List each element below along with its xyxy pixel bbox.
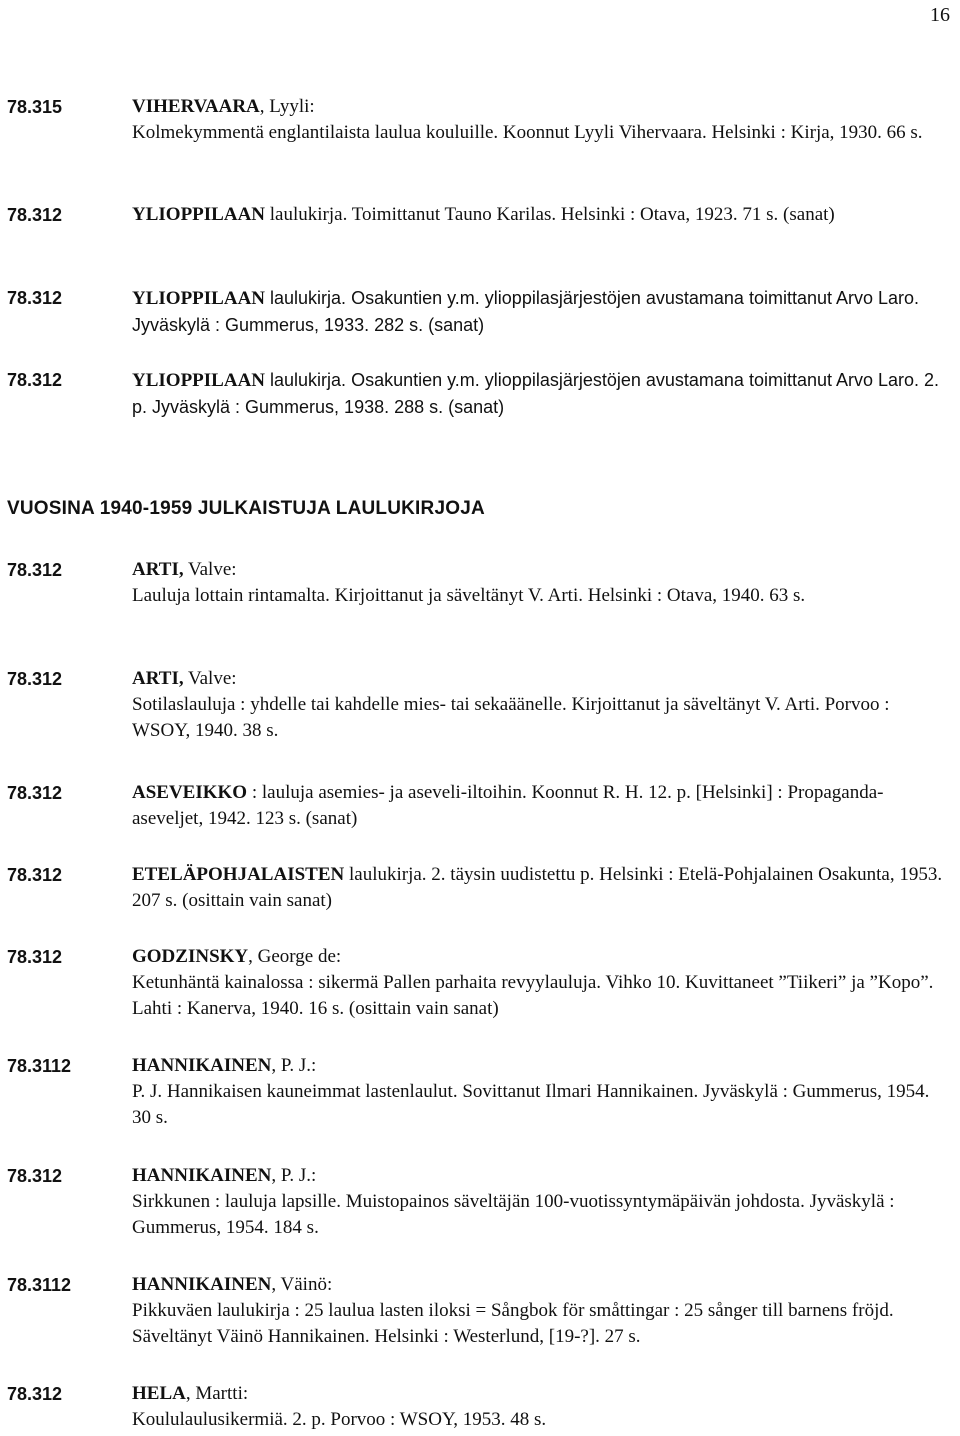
entry-heading-rest: Valve: [183,559,237,580]
entry-description: Kolmekymmentä englantilaista laulua kouluille. Koonnut Lyyli Vihervaara. Helsinki : Kirja, 1930. 66 s. [132,122,923,143]
entry-heading: YLIOPPILAAN [132,288,266,309]
classification-code: 78.312 [7,669,63,689]
entry-heading-rest: : lauluja asemies- ja aseveli-iltoihin. [247,782,527,803]
classification-code: 78.312 [7,1384,63,1404]
entry-heading: ETELÄPOHJALAISTEN [132,864,345,885]
entry-heading-rest: laulukirja. [265,204,348,225]
entry-heading: VIHERVAARA [132,96,260,117]
classification-code: 78.3112 [7,1275,72,1295]
entry-description: Koonnut R. H. 12. p. [Helsinki] : Propaganda-aseveljet, 1942. 123 s. (sanat) [132,782,884,829]
entry-description: Osakuntien y.m. ylioppilasjärjestöjen avustamana toimittanut Arvo Laro. Jyväskylä : Gummerus, 1933. 282 s. (sanat) [132,288,920,335]
classification-code: 78.312 [7,1166,63,1186]
entry-heading-rest: , George de: [248,946,342,967]
catalog-entry [0,557,960,609]
entry-description: Koululaulusikermiä. 2. p. Porvoo : WSOY, 1953. 48 s. [132,1409,547,1430]
entry-heading-rest: , Lyyli: [259,96,315,117]
classification-code: 78.312 [7,783,63,803]
entry-heading-rest: , P. J.: [271,1055,317,1076]
classification-code: 78.312 [7,288,63,308]
catalog-entry [0,1272,960,1350]
entry-description: Ketunhäntä kainalossa : sikermä Pallen parhaita revyylauluja. Vihko 10. Kuvittaneet ”Tiikeri” ja ”Kopo”. Lahti : Kanerva, 1940. 16 s. (osittain vain sanat) [132,972,934,1019]
catalog-entry [0,862,960,914]
entry-heading: YLIOPPILAAN [132,204,266,225]
entry-description: Toimittanut Tauno Karilas. Helsinki : Otava, 1923. 71 s. (sanat) [351,204,835,225]
entry-description: Osakuntien y.m. ylioppilasjärjestöjen avustamana toimittanut Arvo Laro. 2. p. Jyväskylä : Gummerus, 1938. 288 s. (sanat) [132,370,940,417]
catalog-entry [0,666,960,744]
entry-heading: HANNIKAINEN [132,1055,272,1076]
catalog-entry [0,780,960,832]
catalog-entry [0,367,960,420]
classification-code: 78.312 [7,205,63,225]
entry-description: Lauluja lottain rintamalta. Kirjoittanut ja säveltänyt V. Arti. Helsinki : Otava, 1940. 63 s. [132,585,806,606]
entry-description: Sirkkunen : lauluja lapsille. Muistopainos säveltäjän 100-vuotissyntymäpäivän johdosta. Jyväskylä : Gummerus, 1954. 184 s. [132,1191,895,1238]
entry-heading-rest: Valve: [183,668,237,689]
entry-heading: ARTI, [132,668,184,689]
classification-code: 78.312 [7,370,63,390]
catalog-entry [0,1163,960,1241]
entry-heading: ASEVEIKKO [132,782,248,803]
classification-code: 78.312 [7,947,63,967]
entry-heading-rest: , Väinö: [271,1274,333,1295]
entry-heading-rest: laulukirja. [265,288,347,308]
catalog-entry [0,1381,960,1433]
entry-heading-rest: , Martti: [185,1383,249,1404]
entry-description: P. J. Hannikaisen kauneimmat lastenlaulut. Sovittanut Ilmari Hannikainen. Jyväskylä : Gummerus, 1954. 30 s. [132,1081,930,1128]
classification-code: 78.312 [7,560,63,580]
entry-heading: GODZINSKY [132,946,249,967]
entry-description: 2. täysin uudistettu p. Helsinki : Etelä-Pohjalainen Osakunta, 1953. 207 s. (osittain vain sanat) [132,864,943,911]
entry-heading-rest: laulukirja. [265,370,347,390]
entry-heading: HANNIKAINEN [132,1274,272,1295]
catalog-entry [0,94,960,146]
entry-heading: ARTI, [132,559,184,580]
page-number: 16 [930,4,950,26]
classification-code: 78.3112 [7,1056,72,1076]
section-title: VUOSINA 1940-1959 JULKAISTUJA LAULUKIRJOJA [7,498,485,519]
entry-heading-rest: laulukirja. [344,864,427,885]
entry-description: Pikkuväen laulukirja : 25 laulua lasten iloksi = Sångbok för småttingar : 25 sånger till barnens fröjd. Säveltänyt Väinö Hannikainen. Helsinki : Westerlund, [19-?]. 27 s. [132,1300,894,1347]
entry-heading: YLIOPPILAAN [132,370,266,391]
entry-heading: HELA [132,1383,186,1404]
catalog-entry [0,1053,960,1131]
classification-code: 78.315 [7,97,63,117]
catalog-entry [0,202,960,228]
classification-code: 78.312 [7,865,63,885]
catalog-entry [0,285,960,338]
entry-heading: HANNIKAINEN [132,1165,272,1186]
catalog-entry [0,944,960,1022]
entry-description: Sotilaslauluja : yhdelle tai kahdelle mies- tai sekaäänelle. Kirjoittanut ja säveltänyt V. Arti. Porvoo : WSOY, 1940. 38 s. [132,694,890,741]
entry-heading-rest: , P. J.: [271,1165,317,1186]
